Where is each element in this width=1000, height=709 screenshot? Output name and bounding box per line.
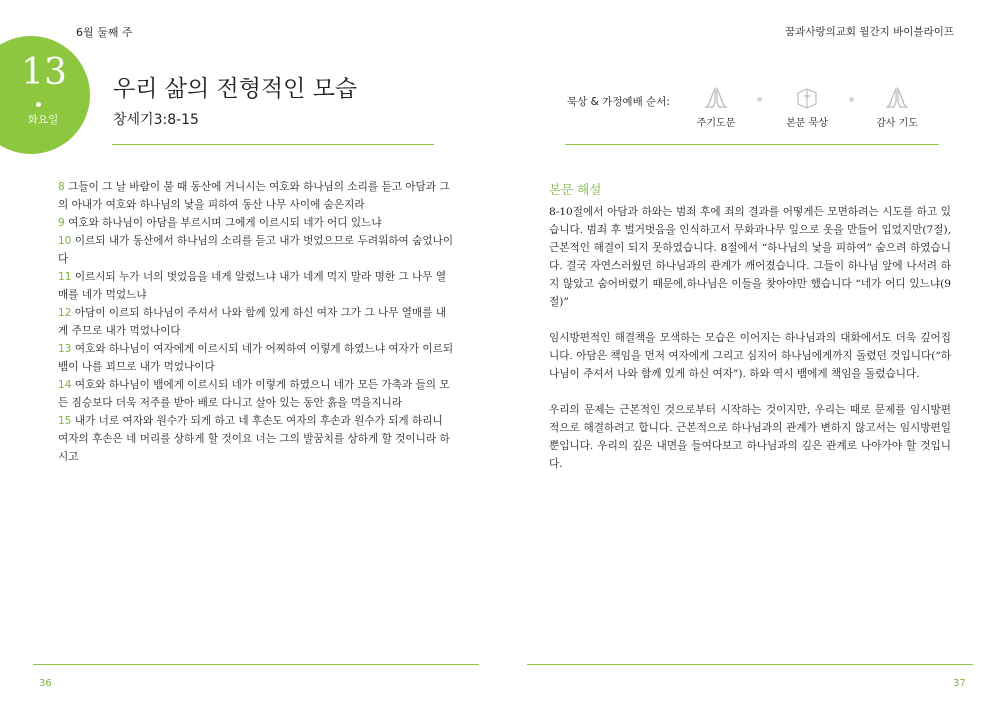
verse: [58, 340, 454, 376]
day-dot: [36, 102, 41, 107]
footer-divider: [33, 664, 479, 665]
step-label: 본문 묵상: [786, 118, 828, 129]
scripture-reference: 창세기3:8-15: [113, 112, 199, 128]
bible-icon: [767, 86, 847, 110]
commentary-body: [549, 203, 951, 491]
step-label: 감사 기도: [876, 118, 918, 129]
step-separator: [757, 97, 762, 102]
verse-text: 내가 너로 여자와 원수가 되게 하고 네 후손도 여자의 후손과 원수가 되게 하리니 여자의 후손은 네 머리를 상하게 할 것이요 너는 그의 발꿈치를 상하게 할 것이니라 하시고: [58, 415, 450, 463]
verse-number: 12: [58, 307, 72, 319]
commentary-paragraph: 8-10절에서 아담과 하와는 범죄 후에 죄의 결과를 어떻게든 모면하려는 시도를 하고 있습니다. 범죄 후 벌거벗음을 인식하고서 무화과나무 잎으로 옷을 만들어 입었지만(7절), 근본적인 해결이 되지 못하였습니다. 8절에서 “하나님의 낯을 피하여” 숨으려 하였습니다. 결국 자연스러웠던 하나님과의 관계가 깨어졌습니다. 그들이 하나님 앞에 나서려 하지 않았고 숨어버렸기 때문에,하나님은 이들을 찾아야만 했습니다 “네가 어디 있느냐(9절)”: [549, 206, 951, 308]
verse: [58, 178, 454, 214]
verse-text: 여호와 하나님이 아담을 부르시며 그에게 이르시되 네가 어디 있느냐: [64, 217, 382, 229]
title-divider: [112, 144, 434, 145]
step-lords-prayer: [676, 86, 756, 129]
order-divider: [565, 144, 939, 145]
verse: [58, 304, 454, 340]
verse-text: 이르시되 누가 너의 벗었음을 네게 알렸느냐 내가 네게 먹지 말라 명한 그 나무 열매를 네가 먹었느냐: [58, 271, 447, 301]
step-label: 주기도문: [696, 118, 736, 129]
verse-number: 14: [58, 379, 72, 391]
verse: [58, 412, 454, 466]
praying-hands-icon: [857, 86, 937, 110]
page-number-left: 36: [39, 678, 52, 689]
verse-number: 9: [58, 217, 65, 229]
step-bible-meditation: [767, 86, 847, 129]
verse-number: 8: [58, 181, 65, 193]
day-number: 13: [21, 52, 67, 93]
worship-order-label: 묵상 & 가정예배 순서:: [567, 96, 670, 108]
verse: [58, 232, 454, 268]
scripture-text: [58, 178, 454, 466]
verse-text: 그들이 그 날 바람이 불 때 동산에 거니시는 여호와 하나님의 소리를 듣고 아담과 그의 아내가 여호와 하나님의 낯을 피하여 동산 나무 사이에 숨은지라: [58, 181, 450, 211]
verse-text: 여호와 하나님이 여자에게 이르시되 네가 어찌하여 이렇게 하였느냐 여자가 이르되 뱀이 나를 꾀므로 내가 먹었나이다: [58, 343, 454, 373]
commentary-paragraph: 우리의 문제는 근본적인 것으로부터 시작하는 것이지만, 우리는 때로 문제를 임시방편적으로 해결하려고 합니다. 근본적으로 하나님과의 관계가 변하지 않고서는 임시방편일 뿐입니다. 우리의 깊은 내면을 들여다보고 하나님과의 깊은 관계로 나아가야 할 것입니다.: [549, 404, 951, 470]
verse-text: 여호와 하나님이 뱀에게 이르시되 네가 이렇게 하였으니 네가 모든 가축과 들의 모든 짐승보다 더욱 저주를 받아 배로 다니고 살아 있는 동안 흙을 먹을지니라: [58, 379, 450, 409]
day-badge: [0, 36, 90, 154]
day-weekday: 화요일: [27, 114, 59, 126]
verse-number: 11: [58, 271, 72, 283]
commentary-paragraph: 임시방편적인 해결책을 모색하는 모습은 이어지는 하나님과의 대화에서도 더욱 깊어집니다. 아담은 책임을 먼저 여자에게 그리고 심지어 하나님에게까지 돌렸던 것입니다(“하나님이 주셔서 나와 함께 있게 하신 여자”). 하와 역시 뱀에게 책임을 돌렸습니다.: [549, 332, 951, 380]
page-title: 우리 삶의 전형적인 모습: [113, 76, 358, 102]
verse: [58, 376, 454, 412]
page-number-right: 37: [953, 678, 966, 689]
praying-hands-icon: [676, 86, 756, 110]
verse-number: 10: [58, 235, 72, 247]
commentary-heading: 본문 해설: [549, 182, 602, 197]
step-thanks-prayer: [857, 86, 937, 129]
verse: [58, 214, 454, 232]
verse-text: 이르되 내가 동산에서 하나님의 소리를 듣고 내가 벗었으므로 두려워하여 숨었나이다: [58, 235, 454, 265]
step-separator: [849, 97, 854, 102]
magazine-title: 꿈과사랑의교회 월간지 바이블라이프: [785, 26, 954, 38]
verse: [58, 268, 454, 304]
verse-number: 15: [58, 415, 72, 427]
footer-divider-right: [527, 664, 973, 665]
week-label: 6월 둘째 주: [76, 26, 133, 39]
verse-text: 아담이 이르되 하나님이 주셔서 나와 함께 있게 하신 여자 그가 그 나무 열매를 내게 주므로 내가 먹었나이다: [58, 307, 447, 337]
verse-number: 13: [58, 343, 72, 355]
